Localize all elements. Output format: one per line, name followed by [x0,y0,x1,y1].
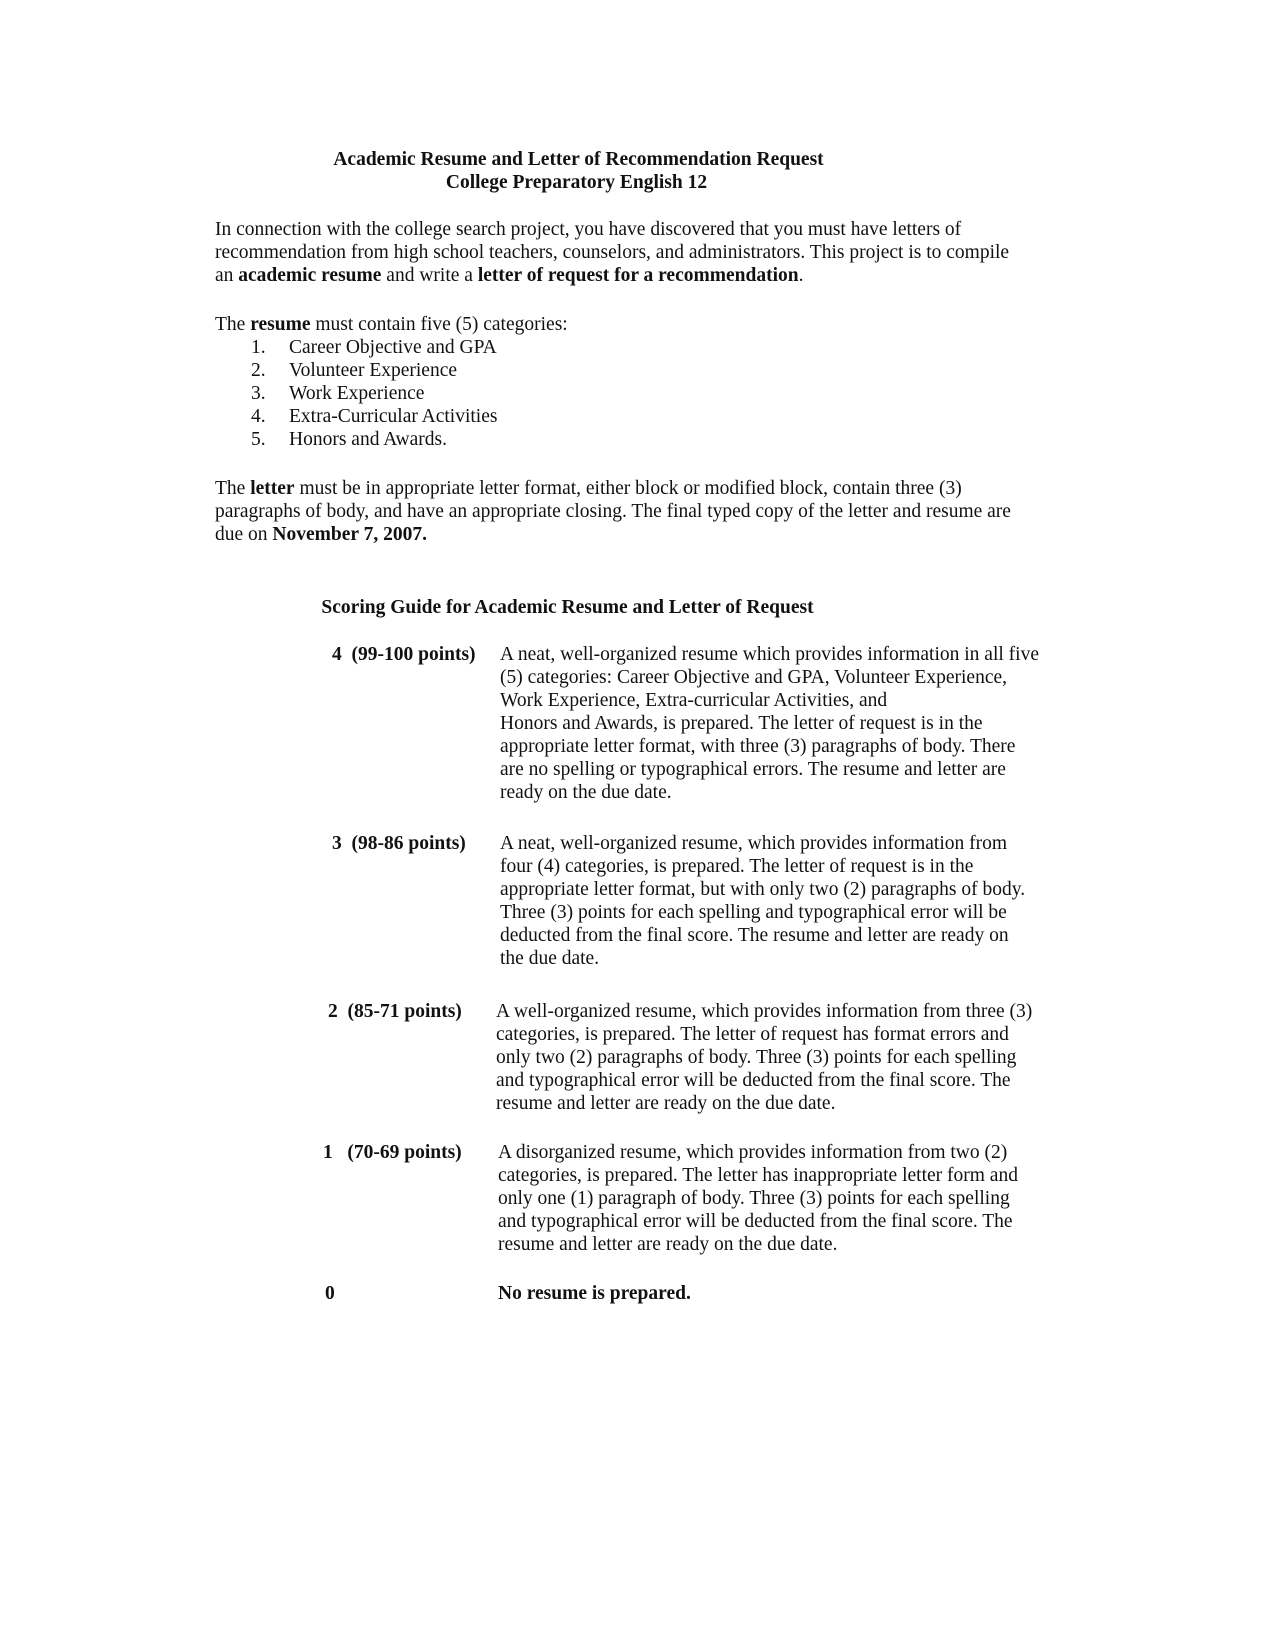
list-item-number: 5. [251,429,266,450]
list-item-text: Work Experience [289,383,425,404]
list-item [251,336,497,359]
resume-requirements-lead: The resume must contain five (5) categories: [215,314,568,335]
score-label: 4 (99-100 points) [332,644,476,665]
list-item-number: 2. [251,360,266,381]
score-label: 0 [325,1283,335,1304]
score-description: A neat, well-organized resume which provides information in all five (5) categories: Career Objective and GPA, Volunteer Experience, Work Experience, Extra-curricular Activities, and Honors and Awards, is prepared. The letter of request is in the appropriate letter format, with three (3) paragraphs of body. There are no spelling or typographical errors. The resume and letter are ready on the due date. [500,644,1039,803]
list-item-text: Career Objective and GPA [289,337,497,358]
intro-line: an academic resume and write a letter of request for a recommendation. [215,265,804,286]
list-item [251,428,497,451]
list-item-text: Volunteer Experience [289,360,458,381]
scoring-guide-title: Scoring Guide for Academic Resume and Letter of Request [321,597,814,618]
list-item [251,405,497,428]
list-item-number: 1. [251,337,266,358]
emphasis-letter: letter [250,478,295,499]
list-item-text: Extra-Curricular Activities [289,406,498,427]
due-date: November 7, 2007. [272,524,427,545]
list-item [251,382,497,405]
emphasis-letter-of-request: letter of request for a recommendation [477,265,799,286]
list-item [251,359,497,382]
score-description: No resume is prepared. [498,1283,691,1304]
score-label: 3 (98-86 points) [332,833,466,854]
score-description: A well-organized resume, which provides information from three (3) categories, is prepared. The letter of request has format errors and only two (2) paragraphs of body. Three (3) points for each spelling and typographical error will be deducted from the final score. The resume and letter are ready on the due date. [496,1001,1033,1114]
score-description: A neat, well-organized resume, which provides information from four (4) categories, is prepared. The letter of request is in the appropriate letter format, but with only two (2) paragraphs of body. Three (3) points for each spelling and typographical error will be deducted from the final score. The resume and letter are ready on the due date. [500,833,1026,969]
list-item-text: Honors and Awards. [289,429,447,450]
emphasis-academic-resume: academic resume [238,265,382,286]
list-item-number: 3. [251,383,266,404]
letter-requirements-paragraph: The letter must be in appropriate letter format, either block or modified block, contain three (3) paragraphs of body, and have an appropriate closing. The final typed copy of the letter and resume are due on November 7, 2007. [215,478,1011,545]
score-description: A disorganized resume, which provides information from two (2) categories, is prepared. The letter has inappropriate letter form and only one (1) paragraph of body. Three (3) points for each spelling and typographical error will be deducted from the final score. The resume and letter are ready on the due date. [498,1142,1018,1255]
intro-line: recommendation from high school teachers, counselors, and administrators. This project is to compile [215,242,1010,263]
emphasis-resume: resume [250,314,311,335]
intro-paragraph [215,218,1095,287]
score-label: 1 (70-69 points) [323,1142,462,1163]
score-label: 2 (85-71 points) [328,1001,462,1022]
intro-line: In connection with the college search project, you have discovered that you must have letters of [215,219,962,240]
document-title: Academic Resume and Letter of Recommendation Request [333,149,824,170]
resume-categories-list [251,336,497,451]
document-subtitle: College Preparatory English 12 [445,172,708,193]
list-item-number: 4. [251,406,266,427]
